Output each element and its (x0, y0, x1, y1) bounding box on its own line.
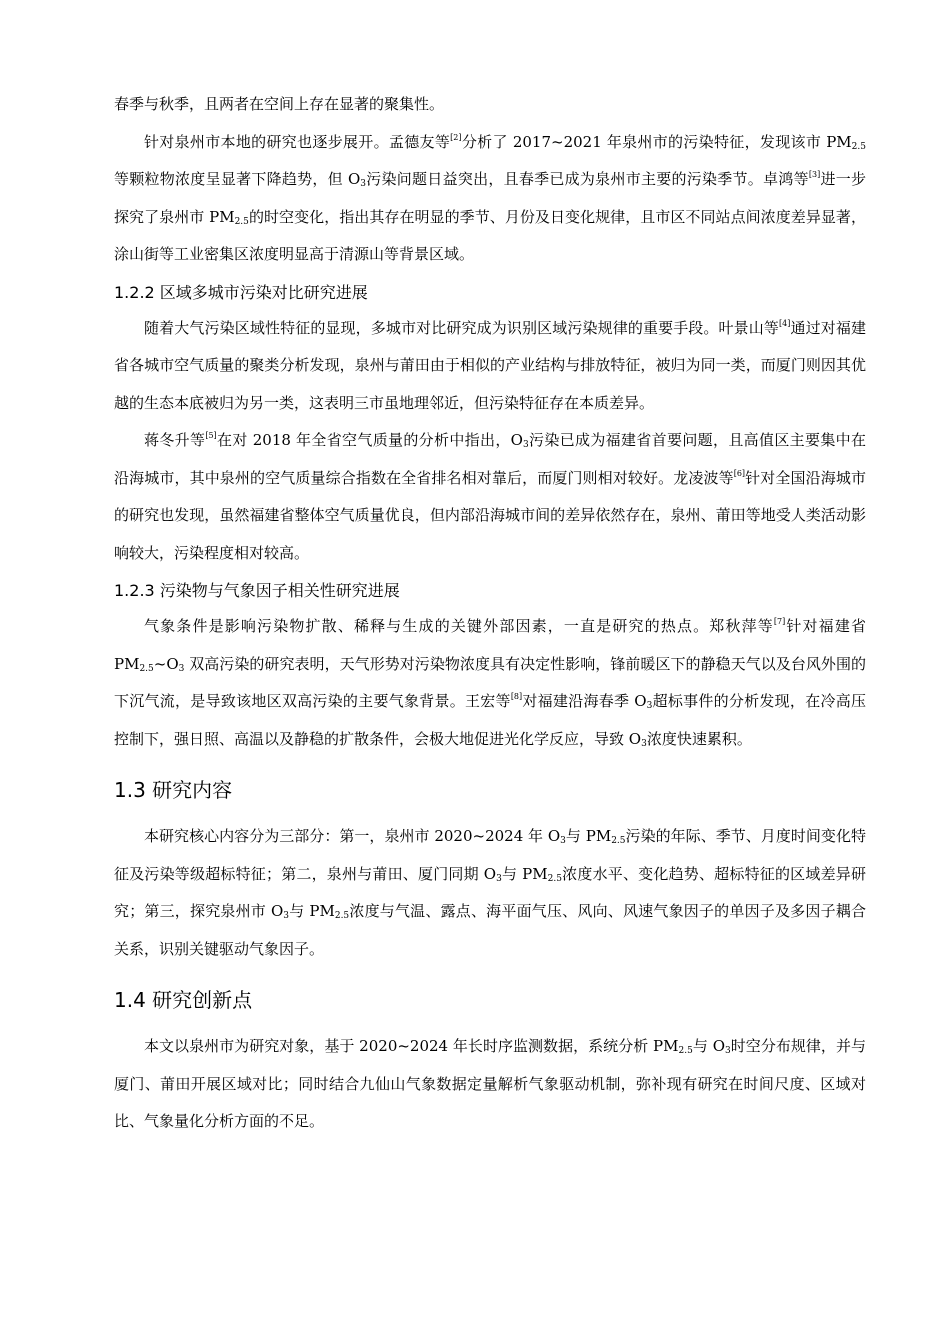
text-run: 浓度快速累积。 (646, 729, 752, 748)
text-run: 等颗粒物浓度呈显著下降趋势，但 O (114, 170, 361, 188)
subsection-heading-1-2-2: 1.2.2 区域多城市污染对比研究进展 (114, 282, 368, 302)
citation-ref: [6] (733, 468, 746, 478)
paragraph-province-2018 (114, 422, 866, 572)
paragraph-research-content (114, 818, 866, 968)
subscript: 2.5 (851, 141, 866, 152)
text-run: 分析了 2017~2021 年泉州市的污染特征，发现该市 PM (461, 132, 852, 151)
text-run: 针对福建省 PM (114, 617, 866, 673)
paragraph-innovation (114, 1028, 866, 1141)
text-run: 污染的年际、季节、月度时间变化特征及污染等级超标特征；第二，泉州与莆田、厦门同期 O (114, 827, 866, 883)
subscript: 2.5 (234, 216, 249, 227)
section-heading-1-4: 1.4 研究创新点 (114, 988, 253, 1012)
text-run: 与 PM (501, 864, 548, 883)
text-run: 时空分布规律，并与厦门、莆田开展区域对比；同时结合九仙山气象数据定量解析气象驱动机制，弥补现有研究在时间尺度、区域对比、气象量化分析方面的不足。 (114, 1037, 866, 1130)
citation-ref: [7] (773, 617, 786, 626)
text-run: 污染问题日益突出，且春季已成为泉州市主要的污染季节。卓鸿等 (366, 170, 809, 188)
text-run: 浓度与气温、露点、海平面气压、风向、风速气象因子的单因子及多因子耦合关系，识别关键驱动气象因子。 (114, 902, 866, 958)
text-run: 气象条件是影响污染物扩散、稀释与生成的关键外部因素，一直是研究的热点。郑秋萍等 (144, 617, 774, 635)
text-run: 在对 2018 年全省空气质量的分析中指出，O (216, 431, 523, 449)
subscript: 3 (178, 663, 185, 674)
subscript: 3 (725, 1046, 731, 1056)
text-run: 的时空变化，指出其存在明显的季节、月份及日变化规律，且市区不同站点间浓度差异显著，涂山街等工业密集区浓度明显高于清源山等背景区域。 (114, 207, 866, 263)
text-run: 双高污染的研究表明，天气形势对污染物浓度具有决定性影响，锋前暖区下的静稳天气以及台风外围的下沉气流，是导致该地区双高污染的主要气象背景。王宏等 (114, 654, 866, 710)
text-run: 浓度水平、变化趋势、超标特征的区域差异研究；第三，探究泉州市 O (114, 864, 866, 920)
text-run: 本研究核心内容分为三部分：第一，泉州市 2020~2024 年 O (144, 827, 561, 845)
text-run: 污染已成为福建省首要问题，且高值区主要集中在沿海城市，其中泉州的空气质量综合指数在全省排名相对靠后，而厦门则相对较好。龙凌波等 (114, 431, 866, 487)
citation-ref: [3] (808, 170, 821, 179)
subscript: 2.5 (334, 911, 350, 921)
subscript: 2.5 (611, 836, 626, 846)
subscript: 2.5 (139, 663, 154, 674)
citation-ref: [2] (450, 132, 462, 142)
citation-ref: [5] (205, 431, 217, 440)
paragraph-multi-city (114, 310, 866, 423)
subsection-heading-1-2-3: 1.2.3 污染物与气象因子相关性研究进展 (114, 581, 400, 600)
text-run: 进一步探究了泉州市 PM (114, 170, 866, 226)
text-run: 通过对福建省各城市空气质量的聚类分析发现，泉州与莆田由于相似的产业结构与排放特征，被归为同一类，而厦门则因其优越的生态本底被归为另一类，这表明三市虽地理邻近，但污染特征存在本质差异。 (114, 318, 866, 412)
subscript: 3 (560, 836, 566, 846)
paragraph-meteorology (114, 608, 866, 758)
subscript: 3 (360, 179, 366, 189)
text-run: 春季与秋季，且两者在空间上存在显著的聚集性。 (114, 95, 445, 113)
subscript: 2.5 (678, 1046, 693, 1056)
text-run: ~O (153, 654, 179, 673)
text-run: 随着大气污染区域性特征的显现，多城市对比研究成为识别区域污染规律的重要手段。叶景山等 (144, 318, 780, 337)
subscript: 3 (646, 701, 653, 711)
text-run: 本文以泉州市为研究对象，基于 2020~2024 年长时序监测数据，系统分析 PM (144, 1037, 679, 1055)
citation-ref: [8] (510, 692, 523, 701)
subscript: 3 (496, 873, 502, 884)
paragraph-continued (114, 86, 866, 124)
text-run: 针对全国沿海城市的研究也发现，虽然福建省整体空气质量优良，但内部沿海城市间的差异依然存在，泉州、莆田等地受人类活动影响较大，污染程度相对较高。 (114, 468, 866, 562)
text-run: 蒋冬升等 (144, 431, 206, 449)
page-content (114, 86, 866, 1141)
text-run: 针对泉州市本地的研究也逐步展开。孟德友等 (144, 132, 451, 151)
paragraph-quanzhou-local (114, 124, 866, 274)
text-run: 超标事件的分析发现，在冷高压控制下，强日照、高温以及静稳的扩散条件，会极大地促进光化学反应，导致 O (114, 692, 866, 748)
text-run: 与 PM (289, 902, 335, 920)
section-heading-1-3: 1.3 研究内容 (114, 778, 233, 802)
subscript: 2.5 (547, 873, 562, 884)
text-run: 与 O (692, 1037, 725, 1055)
subscript: 3 (641, 738, 647, 749)
text-run: 与 PM (565, 827, 612, 845)
subscript: 3 (283, 911, 290, 921)
citation-ref: [4] (779, 318, 791, 328)
text-run: 对福建沿海春季 O (522, 692, 647, 710)
subscript: 3 (522, 440, 529, 450)
